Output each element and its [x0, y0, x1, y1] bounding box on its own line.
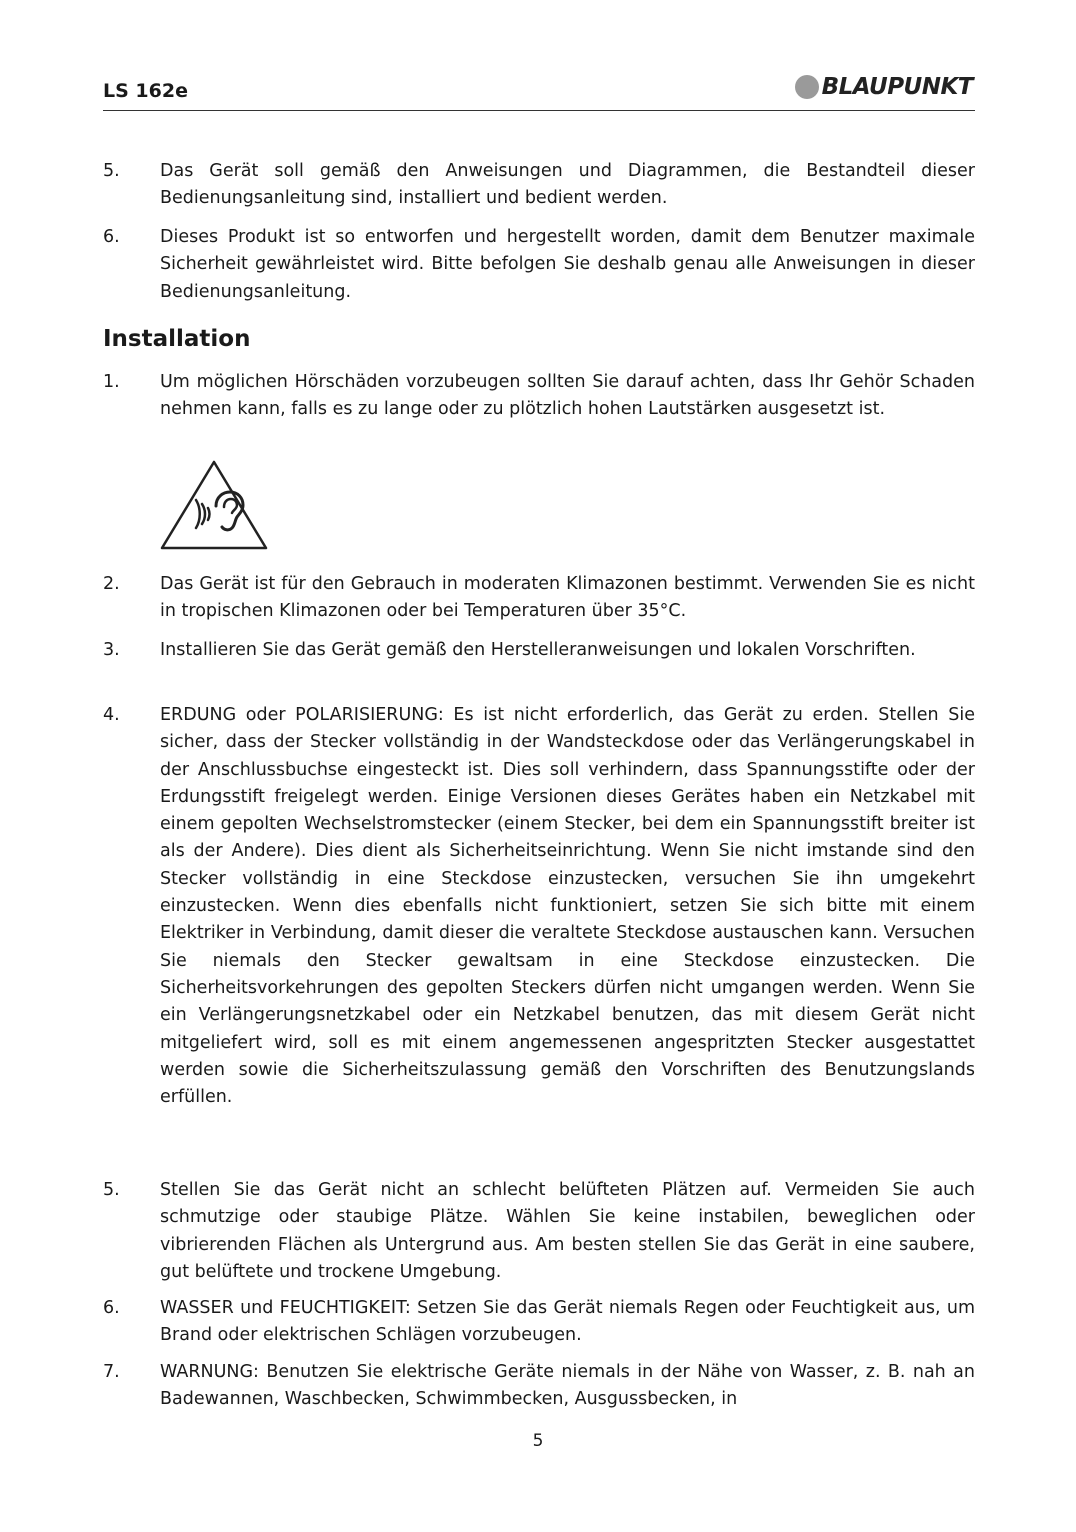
item-number: 7. — [103, 1362, 120, 1382]
item-text: WARNUNG: Benutzen Sie elektrische Geräte niemals in der Nähe von Wasser, z. B. nah an Badewannen, Waschbecken, Schwimmbecken, Ausgussbecken, in — [160, 1362, 975, 1410]
list-item — [103, 369, 975, 424]
page-number: 5 — [532, 1431, 544, 1451]
item-text: Das Gerät soll gemäß den Anweisungen und Diagrammen, die Bestandteil dieser Bedienungsanleitung sind, installiert und bedient werden. — [160, 161, 975, 209]
item-text: ERDUNG oder POLARISIERUNG: Es ist nicht erforderlich, das Gerät zu erden. Stellen Sie sicher, dass der Stecker vollständig in der Wandsteckdose oder das Verlängerungskabel in der Anschlussbuchse eingesteckt ist. Dies soll verhindern, dass Spannungsstifte oder der Erdungsstift freigelegt werden. Einige Versionen dieses Gerätes haben ein Netzkabel mit einem gepolten Wechselstromstecker (einem Stecker, bei dem ein Spannungsstift breiter ist als der Andere). Dies dient als Sicherheitseinrichtung. Wenn Sie nicht imstande sind den Stecker vollständig in eine Steckdose einzustecken, versuchen Sie ihn umgekehrt einzustecken. Wenn dies ebenfalls nicht funktioniert, setzen Sie sich bitte mit einem Elektriker in Verbindung, damit dieser die veraltete Steckdose austauschen kann. Versuchen Sie niemals den Stecker gewaltsam in eine Steckdose einzustecken. Die Sicherheitsvorkehrungen des gepolten Steckers dürfen nicht umgangen werden. Wenn Sie ein Verlängerungsnetzkabel oder ein Netzkabel benutzen, das mit diesem Gerät nicht mitgeliefert wird, soll es mit einem angemessenen angespritzten Stecker ausgestattet werden sowie die Sicherheitszulassung gemäß den Vorschriften des Benutzungslands erfüllen. — [160, 705, 975, 1108]
item-number: 1. — [103, 372, 120, 392]
list-item — [103, 702, 975, 1111]
item-number: 5. — [103, 1180, 120, 1200]
item-number: 2. — [103, 574, 120, 594]
list-item — [103, 1295, 975, 1350]
item-number: 5. — [103, 161, 120, 181]
item-number: 4. — [103, 705, 120, 725]
item-text: Installieren Sie das Gerät gemäß den Herstelleranweisungen und lokalen Vorschriften. — [160, 640, 916, 660]
brand-logo — [795, 74, 973, 100]
list-item — [103, 224, 975, 306]
page-header — [103, 74, 975, 111]
item-number: 6. — [103, 1298, 120, 1318]
item-text: Stellen Sie das Gerät nicht an schlecht belüfteten Plätzen auf. Vermeiden Sie auch schmutzige oder staubige Plätze. Wählen Sie keine instabilen, beweglichen oder vibrierenden Flächen als Untergrund aus. Am besten stellen Sie das Gerät in eine saubere, gut belüftete und trockene Umgebung. — [160, 1180, 975, 1282]
list-item — [103, 1359, 975, 1414]
brand-name: BLAUPUNKT — [821, 74, 973, 100]
list-item — [103, 637, 975, 664]
item-text: Das Gerät ist für den Gebrauch in moderaten Klimazonen bestimmt. Verwenden Sie es nicht in tropischen Klimazonen oder bei Temperaturen über 35°C. — [160, 574, 975, 622]
list-item — [103, 158, 975, 213]
item-text: Dieses Produkt ist so entworfen und hergestellt worden, damit dem Benutzer maximale Sicherheit gewährleistet wird. Bitte befolgen Sie deshalb genau alle Anweisungen in dieser Bedienungsanleitung. — [160, 227, 975, 302]
model-number: LS 162e — [103, 80, 188, 102]
item-text: WASSER und FEUCHTIGKEIT: Setzen Sie das Gerät niemals Regen oder Feuchtigkeit aus, um Brand oder elektrischen Schlägen vorzubeugen. — [160, 1298, 975, 1346]
hearing-warning-icon — [158, 458, 270, 552]
item-text: Um möglichen Hörschäden vorzubeugen sollten Sie darauf achten, dass Ihr Gehör Schaden nehmen kann, falls es zu lange oder zu plötzlich hohen Lautstärken ausgesetzt ist. — [160, 372, 975, 420]
item-number: 6. — [103, 227, 120, 247]
list-item — [103, 571, 975, 626]
list-item — [103, 1177, 975, 1286]
section-title: Installation — [103, 326, 251, 352]
item-number: 3. — [103, 640, 120, 660]
brand-dot-icon — [795, 75, 819, 99]
